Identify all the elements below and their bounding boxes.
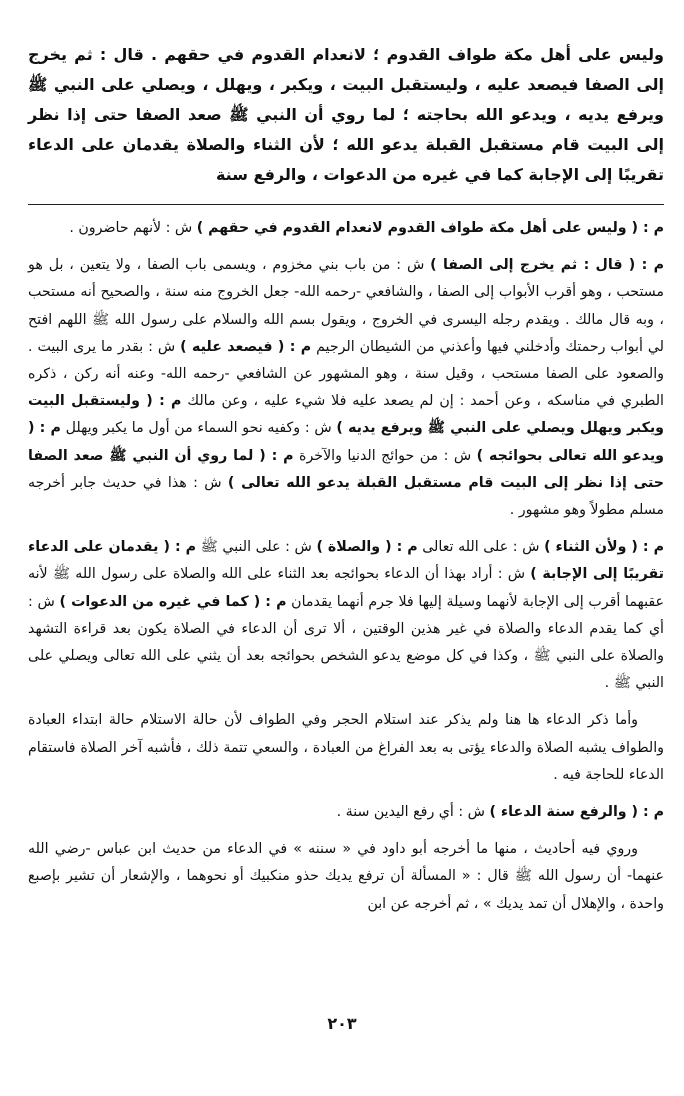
commentary-paragraph-5 [28,799,664,826]
matn-quote: م : ( ويدعو الله تعالى بحوائجه ) [28,420,664,464]
commentary-text: ش : هذا في حديث جابر أخرجه مسلم مطولاً وهو مشهور . [28,474,664,519]
commentary-text: ش : لأنهم حاضرون . [69,220,197,236]
commentary-text: ش : بقدر ما يرى البيت . والصعود على الصفا مستحب ، وقيل سنة ، وهو المشهور عن الشافعي -رحمه الله- وعنه أنه ركن ، ذكره الطبري في مناسكه ، وعن أحمد : إن لم يصعد عليه فلا شيء عليه ، وعن مالك [28,338,665,410]
commentary-paragraph-2 [28,252,664,524]
matn-quote: م : ( لما روي أن النبي ﷺ صعد الصفا حتى إذا نظر إلى البيت قام مستقبل القبلة يدعو الله تعالى ) [28,447,664,491]
page-number: ٢٠٣ [327,1014,357,1033]
matn-quote: م : ( فيصعد عليه ) [180,338,312,355]
commentary-text: ش : من حوائج الدنيا والآخرة [293,447,477,464]
commentary-paragraph-4: وأما ذكر الدعاء ها هنا ولم يذكر عند استلام الحجر وفي الطواف لأن حالة الاستلام حالة ابتداء العبادة والطواف يشبه الصلاة والدعاء يؤتى به بعد الفراغ من العبادة ، والسعي تتمة ذلك ، فأشبه آخر الصلاة فاستقام الدعاء للحاجة فيه . [28,712,664,783]
commentary-paragraph-6: وروي فيه أحاديث ، منها ما أخرجه أبو داود في « سننه » في الدعاء من حديث ابن عباس -رضي الله عنهما- أن رسول الله ﷺ قال : « المسألة أن ترفع يديك حذو منكبيك أو نحوهما ، والإشعار أن تشير بإصبع واحدة ، والإهلال أن تمد يديك » ، ثم أخرجه عن ابن [28,841,664,912]
matn-quote: م : ( وليستقبل البيت ويكبر ويهلل ويصلي على النبي ﷺ ويرفع يديه ) [28,393,664,437]
commentary-text: ش : أي رفع اليدين سنة . [336,804,490,821]
matn-quote: م : ( والصلاة ) [316,539,418,556]
commentary-text: ش : من باب بني مخزوم ، ويسمى باب الصفا ، ولا يتعين ، بل هو مستحب ، وهو أقرب الأبواب إلى الصفا ، والشافعي -رحمه الله- جعل الخروج منه سنة ، والصحيح أنه مستحب ، وبه قال مالك . ويقدم رجله اليسرى في الخروج ، ويقول بسم الله والسلام على رسول الله ﷺ اللهم افتح لي أبواب رحمتك وأدخلني فيها وأعذني من الشيطان الرجيم [28,257,664,355]
matn-quote: م : ( والرفع سنة الدعاء ) [489,804,664,821]
commentary-text: ش : وكفيه نحو السماء من أول ما يكبر ويهلل [60,420,337,437]
book-page [28,40,664,1080]
matn-text: وليس على أهل مكة طواف القدوم ؛ لانعدام القدوم في حقهم . قال : ثم يخرج إلى الصفا فيصعد عليه ، وليستقبل البيت ، ويكبر ، ويهلل ، ويصلي على النبي ﷺ ويرفع يديه ، ويدعو الله بحاجته ؛ لما روي أن النبي ﷺ صعد الصفا حتى إذا نظر إلى البيت قام مستقبل القبلة يدعو الله ؛ لأن الثناء والصلاة يقدمان على الدعاء تقريبًا إلى الإجابة كما في غيره من الدعوات ، والرفع سنة [28,45,664,184]
commentary-text: ش : أراد بهذا أن الدعاء بحوائجه بعد الثناء على الله والصلاة على رسول الله ﷺ لأنه عقبهما أقرب إلى الإجابة لأنهما وسيلة إليها فلا جرم أنهما يقدمان [28,566,664,610]
commentary-paragraph-1 [28,215,664,242]
commentary-text: ش : على النبي ﷺ [196,539,317,556]
matn-quote: م : ( قال : ثم يخرج إلى الصفا ) [430,257,664,274]
matn-quote: م : ( يقدمان على الدعاء تقريبًا إلى الإجابة ) [28,539,665,583]
matn-quote: م : ( كما في غيره من الدعوات ) [59,593,287,610]
matn-quote: م : ( ولأن الثناء ) [544,539,664,556]
commentary-text: ش : أي كما يقدم الدعاء والصلاة في غير هذين الوقتين ، ألا ترى أن الدعاء في الصلاة يكون بعد قراءة التشهد والصلاة على النبي ﷺ ، وكذا في كل موضع يدعو الشخص بحوائجه بعد أن يثني على الله تعالى ويصلي على النبي ﷺ . [28,593,664,692]
commentary-paragraph-3 [28,534,664,697]
separator-line [28,204,664,205]
commentary-text: ش : على الله تعالى [417,539,545,556]
matn-quote: م : ( وليس على أهل مكة طواف القدوم لانعدام القدوم في حقهم ) [196,220,664,236]
